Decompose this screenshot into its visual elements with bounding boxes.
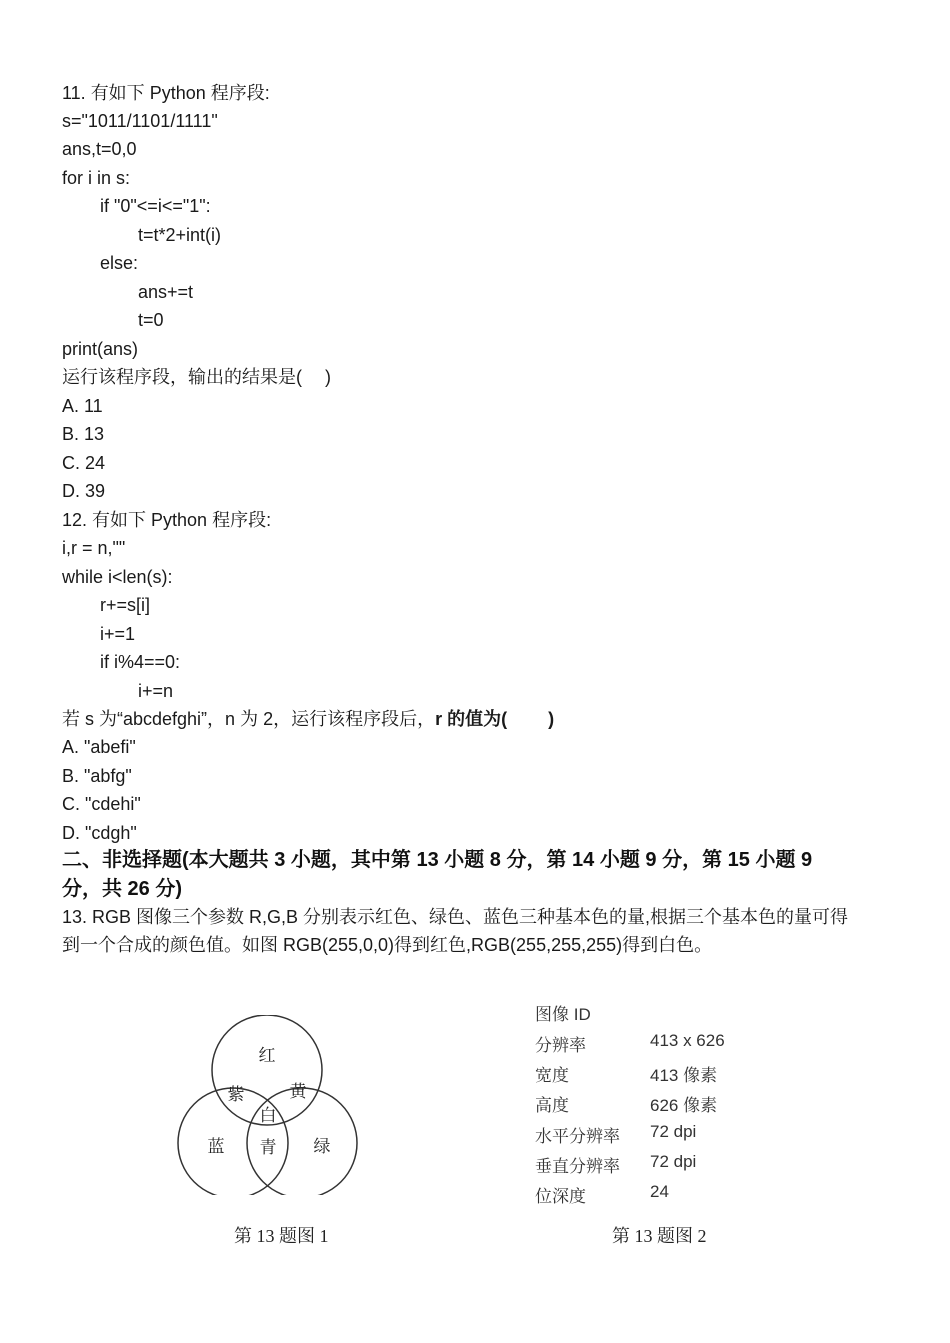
q12-code-line: i+=n [138, 681, 174, 701]
venn-label-green: 绿 [313, 1137, 331, 1156]
prop-value: 72 dpi [650, 1122, 697, 1141]
prop-key: 图像 ID [535, 1005, 591, 1024]
q11-code-line: t=t*2+int(i) [138, 225, 222, 245]
q12-code-line: r+=s[i] [100, 595, 151, 615]
q12-prompt-text: 若 s 为“abcdefghi”，n 为 2，运行该程序段后， [62, 709, 436, 729]
q12-prompt-bold: r 的值为( ) [435, 709, 555, 729]
q13-text-line2: 到一个合成的颜色值。如图 RGB(255,0,0)得到红色,RGB(255,255,255)得到白色。 [62, 935, 713, 955]
q13-text-line1: 13. RGB 图像三个参数 R,G,B 分别表示红色、绿色、蓝色三种基本色的量,根据三个基本色的量可得 [62, 907, 849, 927]
venn-label-yellow: 黄 [289, 1082, 307, 1101]
q11-option-b: B. 13 [62, 424, 105, 444]
prop-value: 626 像素 [650, 1096, 718, 1115]
venn-label-white: 白 [259, 1106, 277, 1125]
q11-code-line: if "0"<=i<="1": [100, 196, 211, 216]
section-heading-line1: 二、非选择题(本大题共 3 小题，其中第 13 小题 8 分，第 14 小题 9 分，第 15 小题 9 [62, 849, 813, 871]
q11-code-line: ans+=t [138, 282, 194, 302]
venn-label-red: 红 [258, 1046, 276, 1065]
prop-value: 24 [650, 1182, 669, 1201]
q12-option-a: A. "abefi" [62, 737, 136, 757]
q12-code-line: i,r = n,"" [62, 538, 126, 558]
q12-option-d: D. "cdgh" [62, 823, 137, 843]
venn-label-cyan: 青 [259, 1138, 277, 1157]
rgb-venn-diagram [170, 1015, 370, 1195]
q11-code-line: else: [100, 253, 139, 273]
q12-code-line: i+=1 [100, 624, 136, 644]
section-heading-line2: 分，共 26 分) [62, 878, 183, 900]
q11-code-line: t=0 [138, 310, 164, 330]
prop-key: 位深度 [535, 1187, 586, 1206]
q12-option-c: C. "cdehi" [62, 794, 141, 814]
q11-option-d: D. 39 [62, 481, 106, 501]
q11-option-c: C. 24 [62, 453, 106, 473]
q12-code-line: if i%4==0: [100, 652, 181, 672]
prop-value: 413 像素 [650, 1066, 718, 1085]
venn-label-purple: 紫 [227, 1085, 245, 1104]
figure-2-caption: 第 13 题图 2 [612, 1226, 707, 1246]
figure-1-caption: 第 13 题图 1 [234, 1226, 329, 1246]
q12-option-b: B. "abfg" [62, 766, 132, 786]
prop-key: 垂直分辨率 [535, 1157, 620, 1176]
prop-value: 413 x 626 [650, 1031, 725, 1050]
prop-key: 分辨率 [535, 1036, 586, 1055]
venn-label-blue: 蓝 [207, 1137, 225, 1156]
q11-prompt: 运行该程序段，输出的结果是( ) [62, 367, 331, 387]
prop-key: 高度 [535, 1096, 569, 1115]
q12-title: 12. 有如下 Python 程序段: [62, 510, 272, 530]
q11-code-line: for i in s: [62, 168, 131, 188]
q12-code-line: while i<len(s): [62, 567, 173, 587]
prop-key: 宽度 [535, 1066, 569, 1085]
q11-code-line: print(ans) [62, 339, 139, 359]
prop-key: 水平分辨率 [535, 1127, 620, 1146]
q11-code-line: ans,t=0,0 [62, 139, 137, 159]
q11-code-line: s="1011/1101/1111" [62, 111, 218, 131]
q11-option-a: A. 11 [62, 396, 103, 416]
q12-prompt [62, 708, 554, 730]
q11-title: 11. 有如下 Python 程序段: [62, 83, 270, 103]
prop-value: 72 dpi [650, 1152, 697, 1171]
